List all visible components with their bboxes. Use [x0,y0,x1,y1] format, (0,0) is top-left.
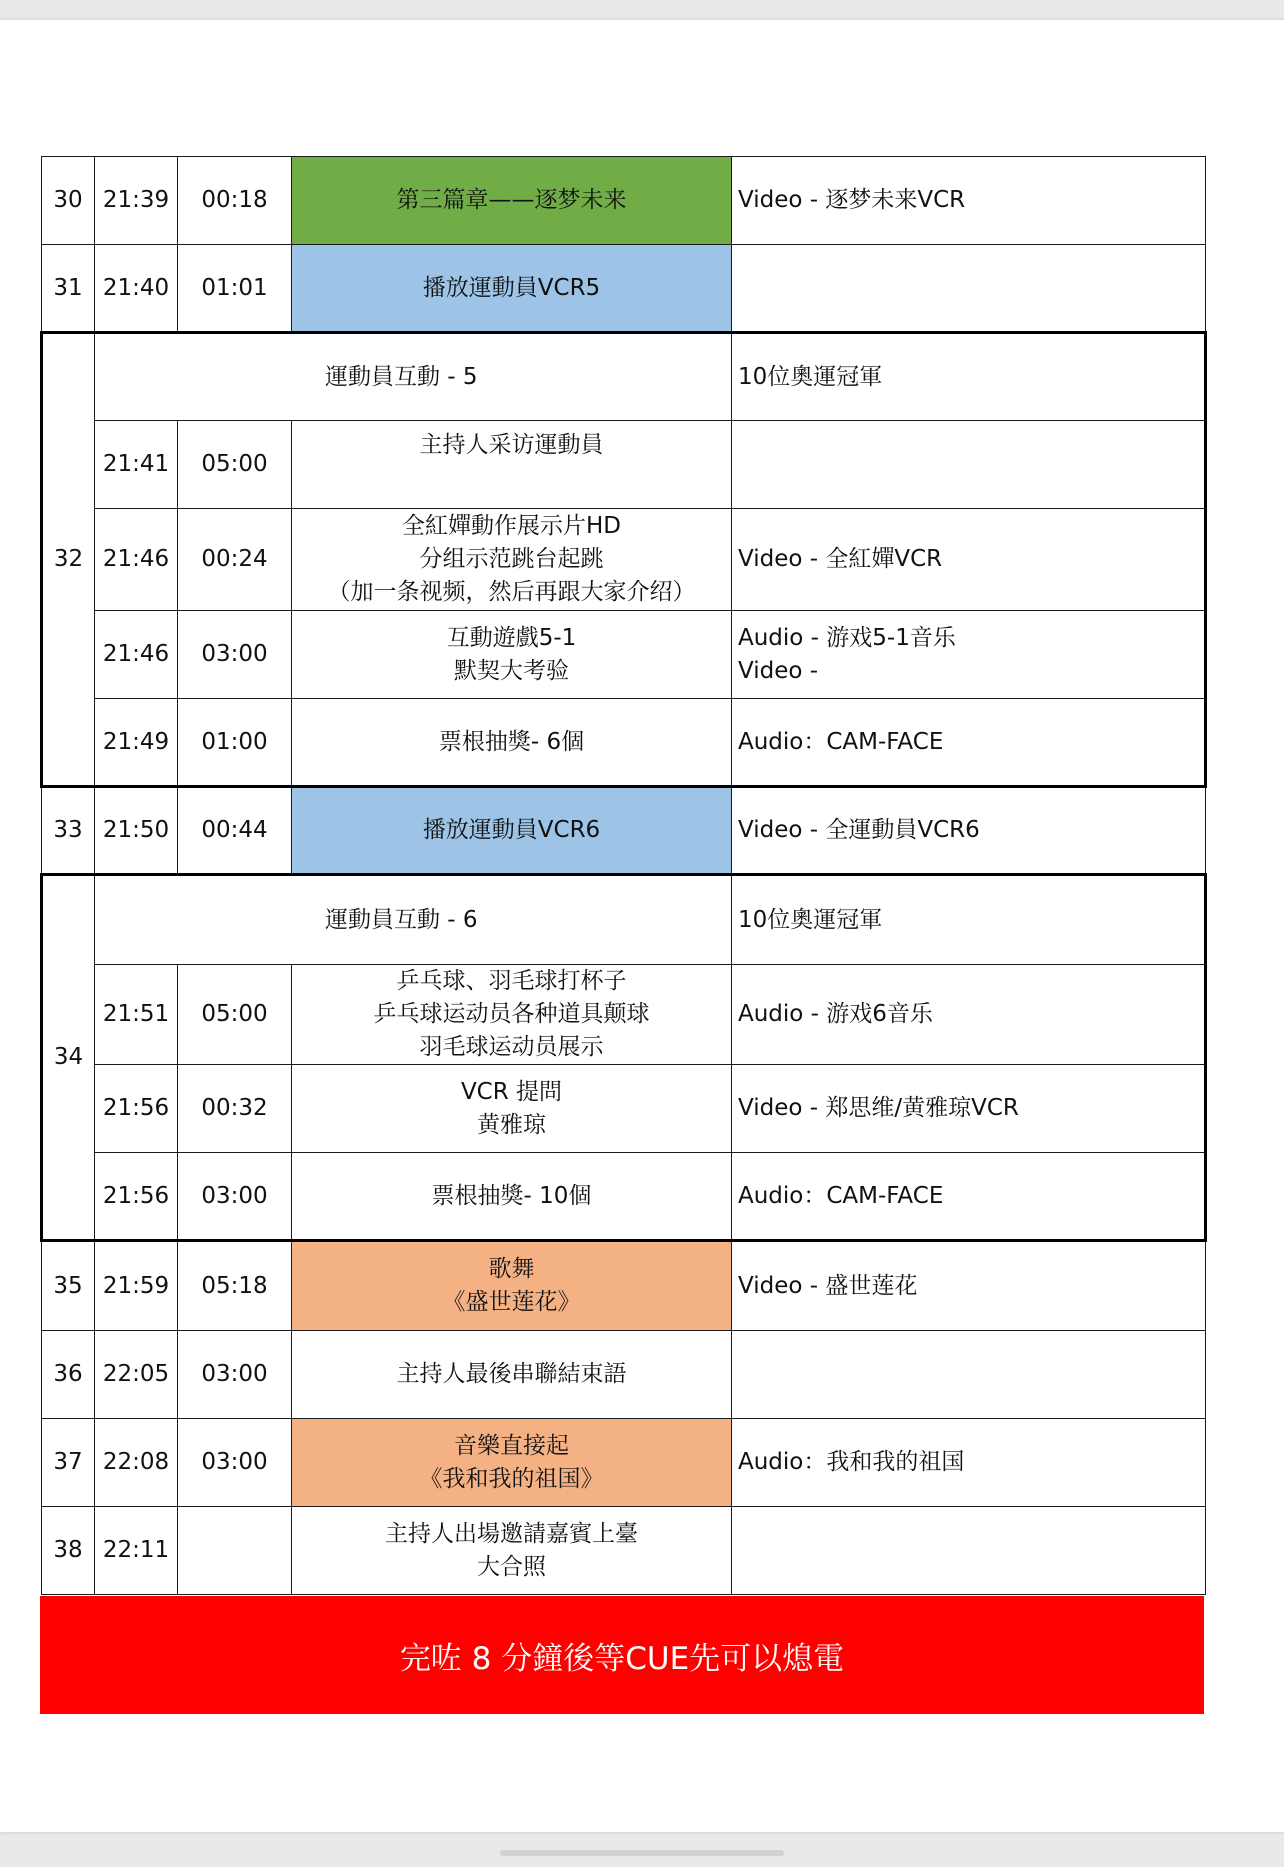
row-33 [42,787,1206,875]
table-row [42,157,1206,245]
row-number: 34 [42,875,95,1241]
av-note [732,245,1206,333]
note-line: Video - 全運動員VCR6 [738,817,980,843]
segment-line: 默契大考验 [454,657,569,684]
row-31 [42,245,1206,333]
duration: 01:00 [178,699,292,787]
row-30 [42,157,1206,245]
av-note [732,1419,1206,1507]
segment-title [292,1065,732,1153]
note-line: Video - [738,657,819,684]
start-time: 21:51 [95,965,178,1065]
start-time: 21:49 [95,699,178,787]
duration: 05:00 [178,965,292,1065]
row-37 [42,1419,1206,1507]
start-time: 22:08 [95,1419,178,1507]
segment-line: 分组示范跳台起跳 [419,546,604,572]
table-row [42,965,1206,1065]
av-note [732,421,1206,509]
note-line: Audio - 游戏6音乐 [738,1001,933,1027]
segment-title [292,245,732,333]
start-time: 21:39 [95,157,178,245]
group-title: 運動員互動 - 5 [95,333,732,421]
table-row [42,1331,1206,1419]
segment-title [292,509,732,611]
note-line: Video - 全紅嬋VCR [738,546,943,572]
row-number: 37 [42,1419,95,1507]
segment-line: 票根抽獎- 6個 [438,728,585,755]
note-line: Video - 逐梦未来VCR [738,187,966,213]
segment-title [292,1241,732,1331]
segment-line: 音樂直接起 [454,1432,569,1459]
rundown-table [40,156,1207,1595]
segment-title [292,787,732,875]
duration: 00:32 [178,1065,292,1153]
start-time: 21:40 [95,245,178,333]
segment-line: 播放運動員VCR6 [422,817,601,843]
row-number: 31 [42,245,95,333]
rundown-page [0,20,1284,1832]
note-line: Audio：CAM-FACE [738,728,944,755]
note-line: Audio：CAM-FACE [738,1182,944,1209]
table-row [42,787,1206,875]
row-number: 33 [42,787,95,875]
segment-line: VCR 提問 [460,1078,563,1105]
group-header-row [42,333,1206,421]
note-line: Audio：我和我的祖国 [738,1449,965,1475]
row-number: 30 [42,157,95,245]
segment-title [292,611,732,699]
segment-title [292,1153,732,1241]
av-note [732,1507,1206,1595]
segment-title [292,699,732,787]
duration: 03:00 [178,1331,292,1419]
row-number: 35 [42,1241,95,1331]
duration [178,1507,292,1595]
row-36 [42,1331,1206,1419]
table-row [42,1419,1206,1507]
av-note [732,787,1206,875]
duration: 03:00 [178,1419,292,1507]
segment-line: 播放運動員VCR5 [422,274,601,301]
segment-line: 票根抽獎- 10個 [431,1182,592,1209]
segment-line: 乒乓球、羽毛球打杯子 [396,968,627,994]
row-38 [42,1507,1206,1595]
segment-title [292,157,732,245]
row-number: 38 [42,1507,95,1595]
note-line: Audio - 游戏5-1音乐 [738,624,956,651]
table-row [42,1507,1206,1595]
duration: 03:00 [178,1153,292,1241]
av-note [732,1065,1206,1153]
table-row [42,421,1206,509]
av-note [732,611,1206,699]
start-time: 21:50 [95,787,178,875]
start-time: 21:46 [95,509,178,611]
duration: 03:00 [178,611,292,699]
segment-line: 大合照 [477,1553,546,1580]
group-header-row [42,875,1206,965]
segment-line: 第三篇章——逐梦未来 [396,187,627,213]
segment-line: 《我和我的祖国》 [419,1465,604,1492]
segment-title [292,1507,732,1595]
home-indicator [500,1850,784,1856]
segment-title [292,1419,732,1507]
segment-line: 主持人采访運動員 [419,432,604,458]
segment-title [292,1331,732,1419]
segment-title [292,421,732,509]
group-title: 運動員互動 - 6 [95,875,732,965]
start-time: 21:59 [95,1241,178,1331]
start-time: 21:46 [95,611,178,699]
segment-line: 主持人最後串聯結束語 [396,1361,627,1387]
table-row [42,1065,1206,1153]
row-number: 36 [42,1331,95,1419]
group-32 [42,333,1206,787]
duration: 00:24 [178,509,292,611]
segment-line: 乒乓球运动员各种道具颠球 [373,1001,650,1027]
group-34 [42,875,1206,1241]
note-line: Video - 盛世莲花 [738,1272,918,1299]
table-row [42,699,1206,787]
table-row [42,611,1206,699]
av-note [732,965,1206,1065]
av-note [732,1241,1206,1331]
segment-title [292,965,732,1065]
start-time: 22:05 [95,1331,178,1419]
segment-line: （加一条视频，然后再跟大家介绍） [327,579,696,605]
segment-line: 《盛世莲花》 [442,1289,581,1315]
segment-line: 全紅嬋動作展示片HD [401,513,621,539]
row-number: 32 [42,333,95,787]
table-row [42,245,1206,333]
segment-line: 黄雅琼 [477,1111,546,1138]
table-row [42,509,1206,611]
start-time: 22:11 [95,1507,178,1595]
row-35 [42,1241,1206,1331]
duration: 00:18 [178,157,292,245]
segment-line: 歌舞 [488,1256,535,1282]
segment-line: 互動遊戲5-1 [446,624,577,651]
start-time: 21:56 [95,1153,178,1241]
duration: 05:00 [178,421,292,509]
av-note [732,157,1206,245]
duration: 05:18 [178,1241,292,1331]
table-row [42,1153,1206,1241]
av-note: 10位奧運冠軍 [732,875,1206,965]
segment-line: 羽毛球运动员展示 [419,1034,604,1060]
start-time: 21:56 [95,1065,178,1153]
note-line: Video - 郑思维/黄雅琼VCR [738,1095,1019,1121]
av-note: 10位奧運冠軍 [732,333,1206,421]
duration: 01:01 [178,245,292,333]
duration: 00:44 [178,787,292,875]
power-off-banner: 完咗 8 分鐘後等CUE先可以熄電 [40,1596,1204,1714]
av-note [732,699,1206,787]
segment-line: 主持人出場邀請嘉賓上臺 [385,1520,638,1547]
table-row [42,1241,1206,1331]
start-time: 21:41 [95,421,178,509]
av-note [732,1153,1206,1241]
av-note [732,509,1206,611]
av-note [732,1331,1206,1419]
